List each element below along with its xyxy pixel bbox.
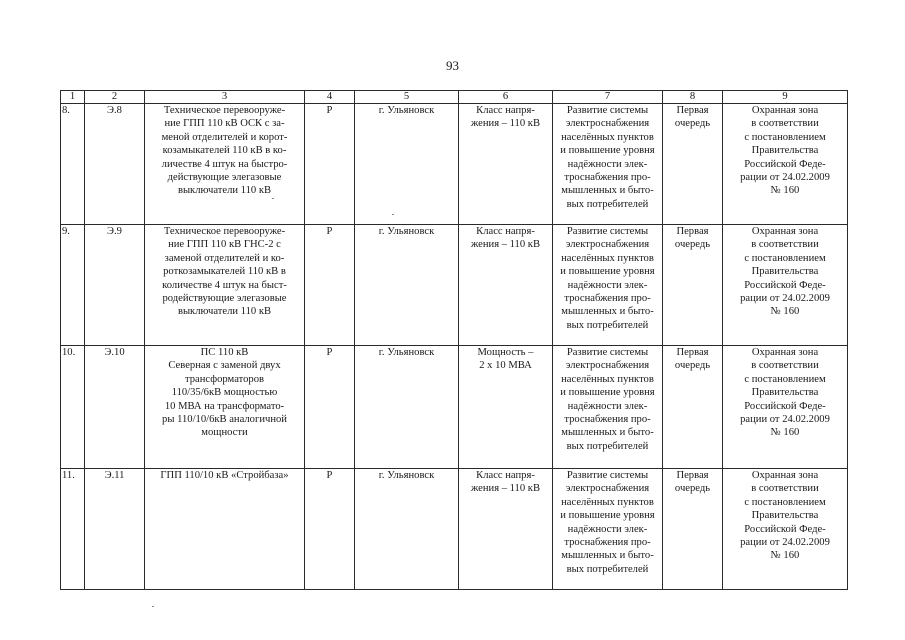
facility-stage: Первая очередь <box>663 346 723 469</box>
scan-speck <box>272 198 274 199</box>
facility-stage: Первая очередь <box>663 469 723 590</box>
facility-parameters: Класс напря- жения – 110 кВ <box>459 225 553 346</box>
facility-purpose: Развитие системы электроснабжения населённых пунктов и повышение уровня надёжности элек- троснабжения про- мышленных и быто- вых потребителей <box>553 346 663 469</box>
facility-location: г. Ульяновск <box>355 225 459 346</box>
facility-type: Р <box>305 469 355 590</box>
facility-zone: Охранная зона в соответствии с постановлением Правительства Российской Феде- рации от 24.02.2009 № 160 <box>723 346 848 469</box>
facilities-table <box>60 90 848 590</box>
column-number: 8 <box>663 91 723 104</box>
page-number: 93 <box>446 58 459 73</box>
row-code: Э.10 <box>85 346 145 469</box>
facility-location: г. Ульяновск <box>355 104 459 225</box>
facility-type: Р <box>305 104 355 225</box>
facility-name: Техническое перевооруже- ние ГПП 110 кВ ОСК с за- меной отделителей и корот- козамыкателей 110 кВ в ко- личестве 4 штук на быстро- действующие элегазовые выключатели 110 кВ <box>145 104 305 225</box>
column-number: 6 <box>459 91 553 104</box>
facility-parameters: Мощность – 2 х 10 МВА <box>459 346 553 469</box>
row-code: Э.8 <box>85 104 145 225</box>
facility-parameters: Класс напря- жения – 110 кВ <box>459 104 553 225</box>
facility-name: ГПП 110/10 кВ «Стройбаза» <box>145 469 305 590</box>
facility-location: г. Ульяновск <box>355 346 459 469</box>
row-number: 11. <box>61 469 85 590</box>
scan-speck <box>152 606 154 607</box>
facility-purpose: Развитие системы электроснабжения населённых пунктов и повышение уровня надёжности элек- троснабжения про- мышленных и быто- вых потребителей <box>553 104 663 225</box>
row-code: Э.9 <box>85 225 145 346</box>
facility-purpose: Развитие системы электроснабжения населённых пунктов и повышение уровня надёжности элек- троснабжения про- мышленных и быто- вых потребителей <box>553 469 663 590</box>
row-number: 8. <box>61 104 85 225</box>
table-row <box>61 104 848 225</box>
facility-type: Р <box>305 225 355 346</box>
row-code: Э.11 <box>85 469 145 590</box>
row-number: 9. <box>61 225 85 346</box>
table-row <box>61 346 848 469</box>
facility-stage: Первая очередь <box>663 225 723 346</box>
column-number: 4 <box>305 91 355 104</box>
facility-name: ПС 110 кВ Северная с заменой двух трансформаторов 110/35/6кВ мощностью 10 МВА на трансформато- ры 110/10/6кВ аналогичной мощности <box>145 346 305 469</box>
facility-parameters: Класс напря- жения – 110 кВ <box>459 469 553 590</box>
facility-zone: Охранная зона в соответствии с постановлением Правительства Российской Феде- рации от 24.02.2009 № 160 <box>723 469 848 590</box>
row-number: 10. <box>61 346 85 469</box>
facility-stage: Первая очередь <box>663 104 723 225</box>
facility-location: г. Ульяновск <box>355 469 459 590</box>
facility-zone: Охранная зона в соответствии с постановлением Правительства Российской Феде- рации от 24.02.2009 № 160 <box>723 225 848 346</box>
table-row <box>61 469 848 590</box>
table-row <box>61 225 848 346</box>
column-number: 3 <box>145 91 305 104</box>
facility-zone: Охранная зона в соответствии с постановлением Правительства Российской Феде- рации от 24.02.2009 № 160 <box>723 104 848 225</box>
facility-type: Р <box>305 346 355 469</box>
column-number: 9 <box>723 91 848 104</box>
column-number: 2 <box>85 91 145 104</box>
column-number: 1 <box>61 91 85 104</box>
column-number: 7 <box>553 91 663 104</box>
column-number-row <box>61 91 848 104</box>
facility-name: Техническое перевооруже- ние ГПП 110 кВ ГНС-2 с заменой отделителей и ко- роткозамыкателей 110 кВ в количестве 4 штук на быст- родействующие элегазовые выключатели 110 кВ <box>145 225 305 346</box>
scan-speck <box>392 214 394 215</box>
facility-purpose: Развитие системы электроснабжения населённых пунктов и повышение уровня надёжности элек- троснабжения про- мышленных и быто- вых потребителей <box>553 225 663 346</box>
column-number: 5 <box>355 91 459 104</box>
